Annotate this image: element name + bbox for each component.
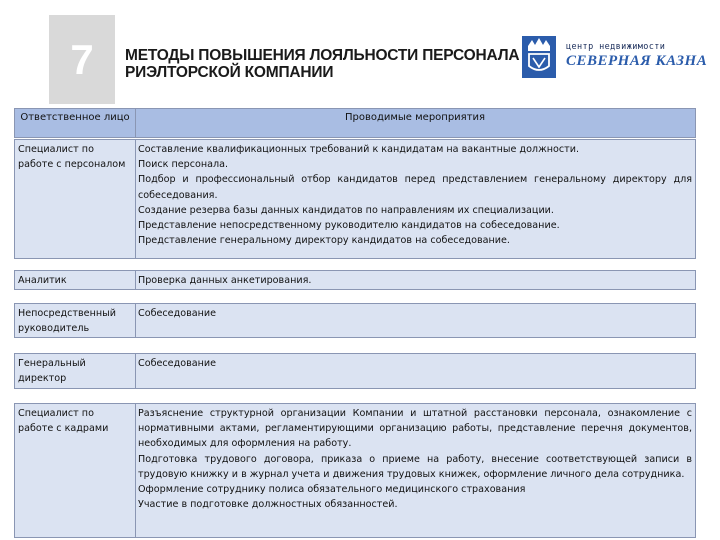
row-activities bbox=[136, 271, 695, 289]
row-activities bbox=[136, 304, 695, 337]
activity-item: Поиск персонала. bbox=[138, 159, 229, 171]
table-header bbox=[14, 108, 696, 138]
header-person: Ответственное лицо bbox=[15, 109, 136, 137]
logo-brand: СЕВЕРНАЯ КАЗНА bbox=[566, 53, 708, 69]
activity-item: Подбор и профессиональный отбор кандидатов перед представлением генеральному директору для собеседования. bbox=[138, 174, 692, 201]
slide-number: 7 bbox=[49, 15, 115, 104]
table-row bbox=[14, 403, 696, 538]
header-activities: Проводимые мероприятия bbox=[344, 112, 486, 123]
activity-item: Представление генеральному директору кандидатов на собеседование. bbox=[138, 235, 510, 247]
logo-tagline: центр недвижимости bbox=[566, 42, 666, 52]
activity-item: Собеседование bbox=[138, 308, 217, 319]
activity-item: Составление квалификационных требований к кандидатам на вакантные должности. bbox=[138, 144, 579, 155]
activity-item: Подготовка трудового договора, приказа о приеме на работу, внесение соответствующей записи в трудовую книжку и в журнал учета и движения трудовых книжек, оформление личного дела сотрудника. bbox=[138, 453, 692, 480]
activity-item: Разъяснение структурной организации Компании и штатной расстановки персонала, ознакомление с нормативными актами, регламентирующими организацию работы, представление перечня документов, необходимых для оформления на работу. bbox=[138, 408, 692, 450]
activity-item: Проверка данных анкетирования. bbox=[138, 275, 312, 286]
row-person: Специалист по работе с персоналом bbox=[15, 140, 136, 258]
row-activities bbox=[136, 140, 695, 258]
activity-item: Представление непосредственному руководителю кандидатов на собеседование. bbox=[138, 220, 560, 232]
table-row bbox=[14, 353, 696, 389]
activity-item: Участие в подготовке должностных обязанностей. bbox=[138, 499, 398, 511]
row-person: Аналитик bbox=[15, 271, 136, 289]
activity-item: Оформление сотруднику полиса обязательного медицинского страхования bbox=[138, 484, 526, 496]
row-activities bbox=[136, 354, 695, 388]
row-person: Специалист по работе с кадрами bbox=[15, 404, 136, 537]
crown-emblem-icon bbox=[522, 36, 556, 78]
company-logo bbox=[518, 36, 708, 80]
row-person: Генеральный директор bbox=[15, 354, 136, 388]
row-activities bbox=[136, 404, 695, 537]
row-person: Непосредственный руководитель bbox=[15, 304, 136, 337]
activity-item: Собеседование bbox=[138, 358, 217, 369]
table-row bbox=[14, 270, 696, 290]
table-row bbox=[14, 303, 696, 338]
activity-item: Создание резерва базы данных кандидатов по направлениям их специализации. bbox=[138, 204, 554, 216]
page-title: МЕТОДЫ ПОВЫШЕНИЯ ЛОЯЛЬНОСТИ ПЕРСОНАЛА РИЭЛТОРСКОЙ КОМПАНИИ bbox=[125, 47, 520, 81]
table-row bbox=[14, 139, 696, 259]
